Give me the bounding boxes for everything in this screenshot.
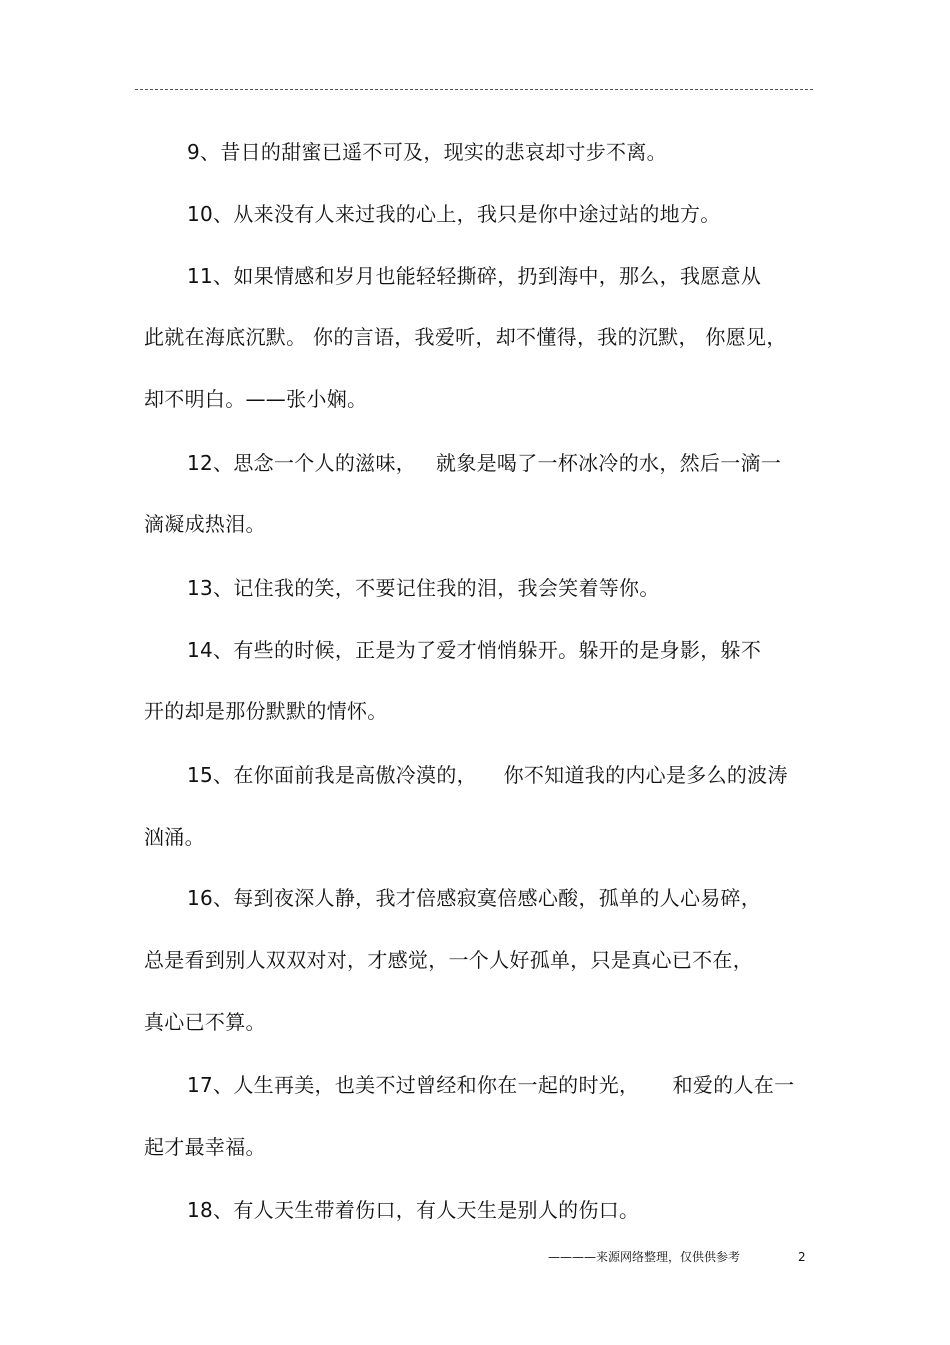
text-line-17-cont: 起才最幸福。: [144, 1135, 266, 1159]
text-line-16: 16、每到夜深人静，我才倍感寂寞倍感心酸，孤单的人心易碎，: [187, 886, 762, 910]
text-line-15-cont: 汹涌。: [144, 825, 205, 849]
text-line-11-cont-1: 此就在海底沉默。 你的言语，我爱听，却不懂得，我的沉默， 你愿见，: [144, 325, 787, 349]
footer-source-note: ————来源网络整理，仅供供参考: [548, 1250, 741, 1264]
text-line-11: 11、如果情感和岁月也能轻轻撕碎，扔到海中，那么，我愿意从: [187, 264, 762, 288]
text-line-12: 12、思念一个人的滋味， 就象是喝了一杯冰冷的水，然后一滴一: [187, 451, 782, 475]
text-line-14-cont: 开的却是那份默默的情怀。: [144, 699, 388, 723]
header-divider: [135, 89, 813, 90]
page-number: 2: [798, 1250, 806, 1264]
text-line-9: 9、昔日的甜蜜已遥不可及，现实的悲哀却寸步不离。: [187, 140, 667, 164]
text-line-14: 14、有些的时候，正是为了爱才悄悄躲开。躲开的是身影，躲不: [187, 638, 762, 662]
text-line-16-cont-2: 真心已不算。: [144, 1010, 266, 1034]
text-line-15: 15、在你面前我是高傲冷漠的， 你不知道我的内心是多么的波涛: [187, 763, 788, 787]
text-line-16-cont-1: 总是看到别人双双对对，才感觉，一个人好孤单，只是真心已不在，: [144, 948, 753, 972]
text-line-18: 18、有人天生带着伤口，有人天生是别人的伤口。: [187, 1198, 640, 1222]
text-line-12-cont: 滴凝成热泪。: [144, 512, 266, 536]
text-line-10: 10、从来没有人来过我的心上，我只是你中途过站的地方。: [187, 202, 721, 226]
text-line-11-cont-2: 却不明白。——张小娴。: [144, 387, 368, 411]
text-line-17: 17、人生再美，也美不过曾经和你在一起的时光， 和爱的人在一: [187, 1073, 795, 1097]
text-line-13: 13、记住我的笑，不要记住我的泪，我会笑着等你。: [187, 576, 660, 600]
